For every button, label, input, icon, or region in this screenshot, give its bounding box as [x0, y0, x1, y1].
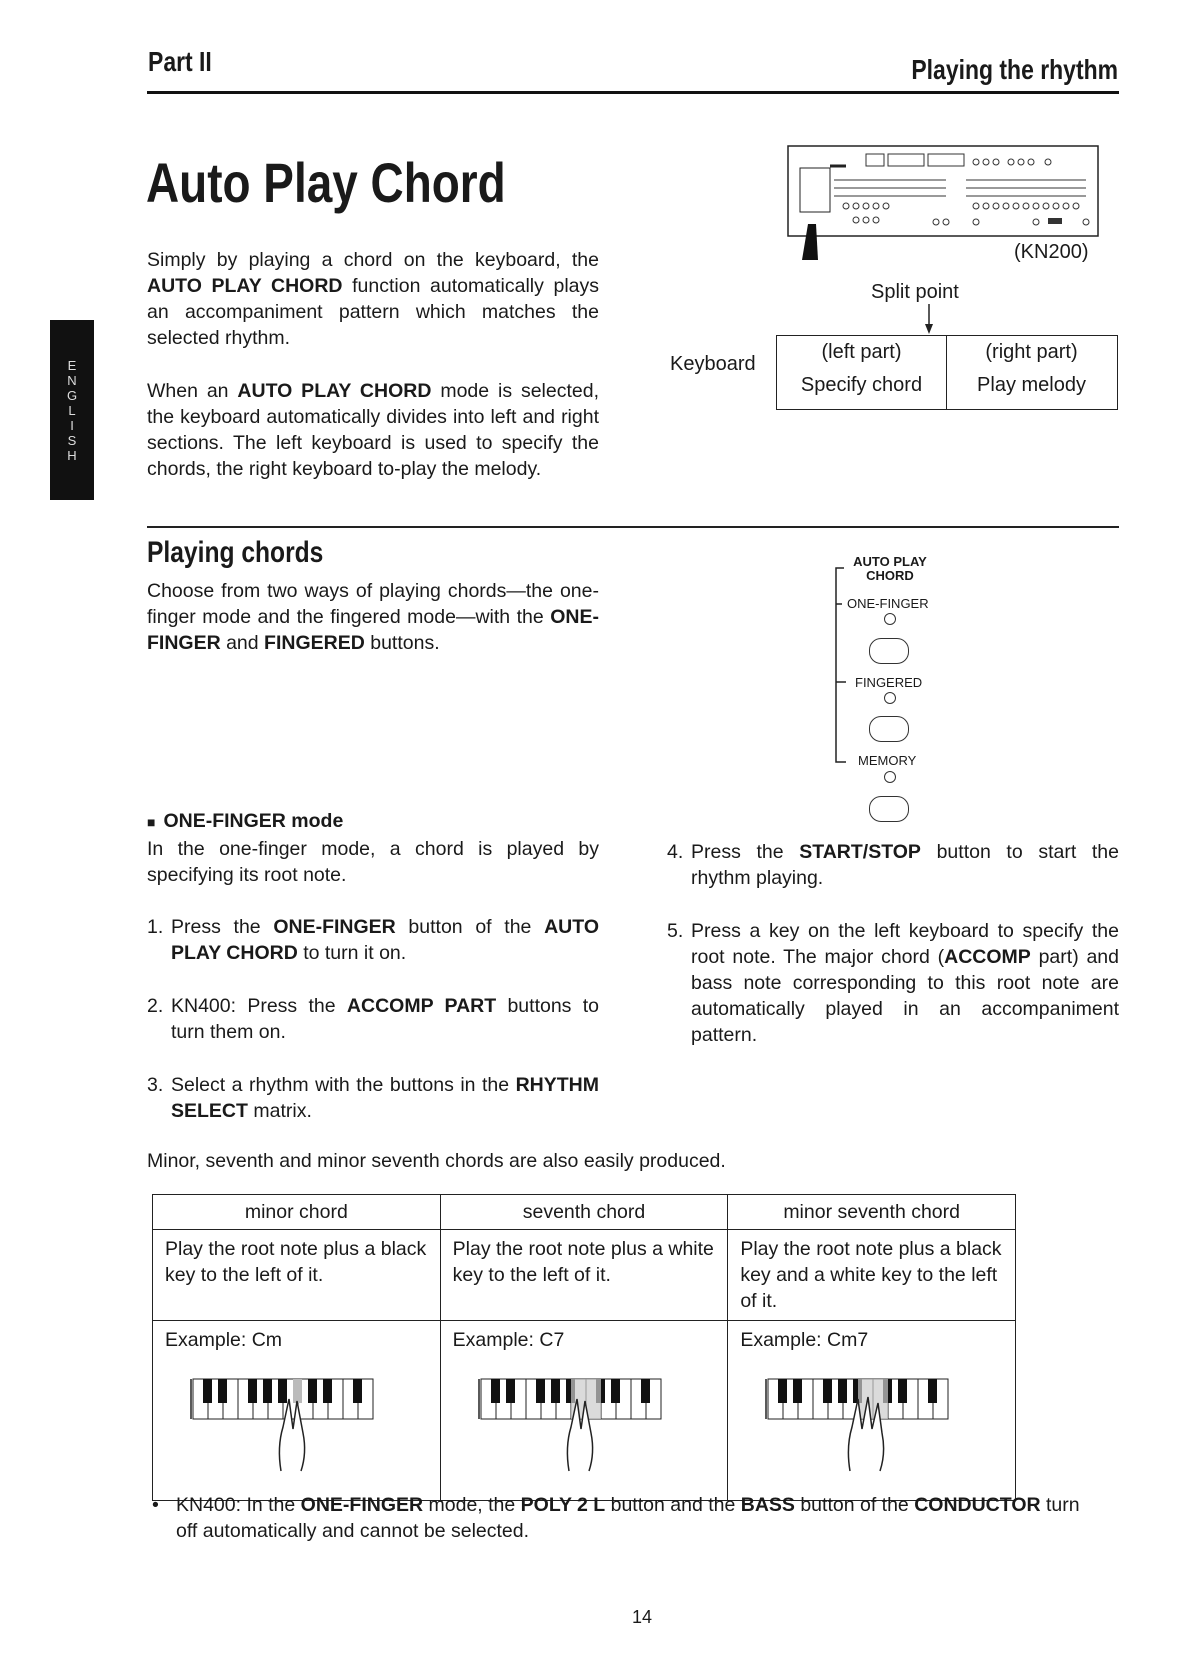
one-finger-label: ONE-FINGER: [847, 596, 929, 611]
hand-on-keys-illustration: [185, 1367, 385, 1477]
page-number: 14: [632, 1607, 653, 1627]
fingered-label: FINGERED: [855, 675, 923, 690]
keyboard-split-diagram: [776, 335, 1118, 410]
chord-table: [152, 1194, 1016, 1501]
table-cell: Play the root note plus a black key to the left of it.: [153, 1230, 441, 1321]
one-finger-heading: ■ ONE-FINGER mode: [147, 810, 344, 832]
table-header: seventh chord: [440, 1195, 728, 1230]
step-4: 4. Press the START/STOP button to start the rhythm playing.: [667, 841, 1119, 889]
table-cell: Play the root note plus a black key and a white key to the left of it.: [728, 1230, 1016, 1321]
header-rule: [147, 91, 1119, 94]
hand-on-keys-illustration: [473, 1367, 673, 1477]
chapter-title: Playing the rhythm: [911, 54, 1118, 85]
step-2: 2. KN400: Press the ACCOMP PART buttons to turn them on.: [147, 995, 599, 1043]
memory-led: [884, 771, 896, 783]
split-point-arrow: [924, 304, 934, 334]
step-1: 1. Press the ONE-FINGER button of the AUTO PLAY CHORD to turn it on.: [147, 916, 599, 964]
left-part-cell: (left part) Specify chord: [777, 336, 947, 409]
one-finger-led: [884, 613, 896, 625]
intro-paragraph-2: When an AUTO PLAY CHORD mode is selected, the keyboard automatically divides into left and right sections. The left keyboard is used to specify the chords, the right keyboard to-play the melody.: [147, 380, 599, 480]
step-3: 3. Select a rhythm with the buttons in the RHYTHM SELECT matrix.: [147, 1074, 599, 1122]
intro-paragraph-1: Simply by playing a chord on the keyboard, the AUTO PLAY CHORD function automatically plays an accompaniment pattern which matches the selected rhythm.: [147, 249, 600, 349]
fingered-button[interactable]: [869, 716, 909, 742]
table-cell: Example: Cm7: [728, 1321, 1016, 1501]
minor-chords-intro: Minor, seventh and minor seventh chords are also easily produced.: [147, 1150, 726, 1172]
keyboard-label: Keyboard: [670, 353, 756, 375]
hand-on-keys-illustration: [760, 1367, 960, 1477]
section-title: Playing chords: [147, 536, 324, 569]
table-cell: Example: C7: [440, 1321, 728, 1501]
table-header: minor seventh chord: [728, 1195, 1016, 1230]
button-panel-bracket: [834, 566, 846, 766]
kn400-note: • KN400: In the ONE-FINGER mode, the POLY 2 L button and the BASS button of the CONDUCTOR turn off automatically and cannot be selected.: [152, 1494, 1080, 1542]
one-finger-text: In the one-finger mode, a chord is played by specifying its root note.: [147, 838, 599, 886]
memory-label: MEMORY: [858, 753, 917, 768]
table-header: minor chord: [153, 1195, 441, 1230]
right-part-cell: (right part) Play melody: [977, 341, 1086, 396]
step-5: 5. Press a key on the left keyboard to specify the root note. The major chord (ACCOMP part) and bass note corresponding to this root note are automatically played in an accompaniment pattern.: [667, 920, 1119, 1046]
split-point-label: Split point: [871, 281, 959, 303]
memory-button[interactable]: [869, 796, 909, 822]
section-rule: [147, 526, 1119, 528]
button-panel-title: AUTO PLAY CHORD: [853, 554, 927, 583]
section-intro: Choose from two ways of playing chords—the one-finger mode and the fingered mode—with the ONE-FINGER and FINGERED buttons.: [147, 580, 599, 654]
language-tab: E N G L I S H: [50, 320, 94, 500]
part-label: Part II: [148, 46, 212, 77]
table-cell: Play the root note plus a white key to the left of it.: [440, 1230, 728, 1321]
model-label: (KN200): [1014, 241, 1089, 263]
one-finger-button[interactable]: [869, 638, 909, 664]
table-cell: Example: Cm: [153, 1321, 441, 1501]
fingered-led: [884, 692, 896, 704]
page-title: Auto Play Chord: [146, 151, 506, 214]
